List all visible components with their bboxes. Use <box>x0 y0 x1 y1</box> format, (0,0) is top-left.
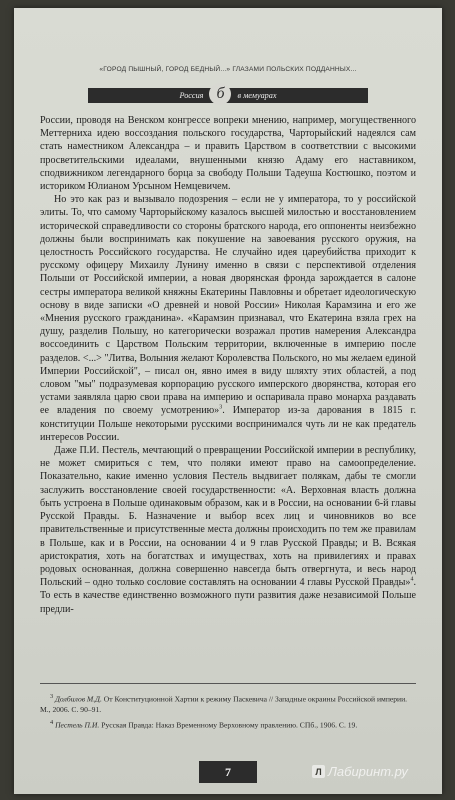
labirint-logo-icon: Л <box>312 765 325 778</box>
page-number: 7 <box>199 761 257 783</box>
footnote-3-text: От Конституционной Хартии к режиму Паскевича // Западные окраины Российской империи. М., 2006. С. 90–91. <box>40 694 408 714</box>
running-title: «ГОРОД ПЫШНЫЙ, ГОРОД БЕДНЫЙ...» ГЛАЗАМИ ПОЛЬСКИХ ПОДДАННЫХ... <box>99 66 357 73</box>
footnote-4 <box>40 718 416 731</box>
footnote-3 <box>40 692 416 715</box>
site-watermark <box>312 764 408 779</box>
footnote-ref-3[interactable]: 3 <box>219 405 223 412</box>
paragraph-3 <box>40 444 416 616</box>
footnote-3-author: Долбилов М.Д. <box>55 694 102 704</box>
footnotes <box>40 683 416 734</box>
paragraph-2-text: Но это как раз и вызывало подозрения – если не у императора, то у российской элиты. То, что самому Чарторыйскому казалось высшей милостью и восстановлением исторической справедливости со стороны братского народа, его оппоненты неизбежно должны были воспринимать как покушение на завоевания русского оружия, на целостность Российского государства. Не случайно идея цареубийства приходит к русскому офицеру Михаилу Лунину именно в связи с перспективой отделения Польши от Российской империи, а новая дворянская фронда зарождается в салоне сестры императора великой княжны Екатерины Павловны и обретает идеологическую основу в виде записки «О древней и новой России» Николая Карамзина и его же «Мнения русского гражданина». «Карамзин признавал, что Екатерина взяла грех на душу, разделив Польшу, но категорически возражал против намерения Александра воссоединить с Царством Польским территории, включенные в империю после разделов. <...> "Литва, Волыния желают Королевства Польского, но мы желаем единой Империи Российской", – писал он, явно имея в виду шляхту этих областей, а под словом "мы" подразумевая корпорацию русского имперского дворянства, которая его устами заявляла царю свои права на империю и оспаривала право монарха раздавать ее владения по своему усмотрению» <box>40 194 416 417</box>
paragraph-3-continued: . То есть в качестве единственно возможного пути развития даже независимой Польше предли- <box>40 577 416 615</box>
footnote-4-number: 4 <box>50 718 54 726</box>
section-title-left: Россия <box>179 91 204 100</box>
watermark-text: Лабиринт.ру <box>328 764 408 779</box>
section-logo-icon: б <box>209 83 231 105</box>
paragraph-2 <box>40 193 416 444</box>
footnote-3-number: 3 <box>50 693 54 700</box>
paragraph-1: России, проводя на Венском конгрессе вопреки мнению, например, могущественного Меттерниха идею воссоздания польского государства, Чарторыйский надеялся сам стать наместником Александра – и править Царством в соответствии с высокими просветительскими идеалами, внушенными князю Адаму его наставником, сподвижником легендарного борца за свободу Польши Тадеуша Костюшко, поэтом и историком Юлианом Урсыном Немцевичем. <box>40 115 416 193</box>
book-page <box>14 8 442 794</box>
footnote-4-text: Русская Правда: Наказ Временному Верховному правлению. СПб., 1906. С. 19. <box>101 720 358 730</box>
paragraph-3-text: Даже П.И. Пестель, мечтающий о превращении Российской империи в республику, не может смириться с тем, что поляки имеют право на самоопределение. Показательно, какие именно условия Пестель выдвигает полякам, дабы те смогли заслужить восстановление своей государственности: «А. Верховная власть должна быть устроена в Польше одинаковым образом, как и в России, на основании 6-й главы Русской Правды. Б. Назначение и выбор всех лиц и чиновников во все правительственные и присутственные места должны происходить по тем же правилам в Польше, как и в России, на основании 4 и 9 глав Русской Правды; и В. Всякая аристократия, хоть на богатствах и имуществах, хоть на привилегиях и правах родовых основанная, должна совершенно навсегда быть отвергнута, и весь народ Польский – одно только сословие составлять на основании 4 главы Русской Правды» <box>40 445 416 589</box>
footnote-4-author: Пестель П.И. <box>55 720 100 730</box>
footnote-ref-4[interactable]: 4 <box>410 576 414 583</box>
main-text <box>40 114 416 616</box>
paragraph-2-continued: . Император из-за дарования в 1815 г. конституции Польше некоторыми русскими воспринимался чуть ли не как предатель интересов России. <box>40 405 417 443</box>
section-banner <box>88 84 368 103</box>
section-title-right: в мемуарах <box>237 91 277 100</box>
